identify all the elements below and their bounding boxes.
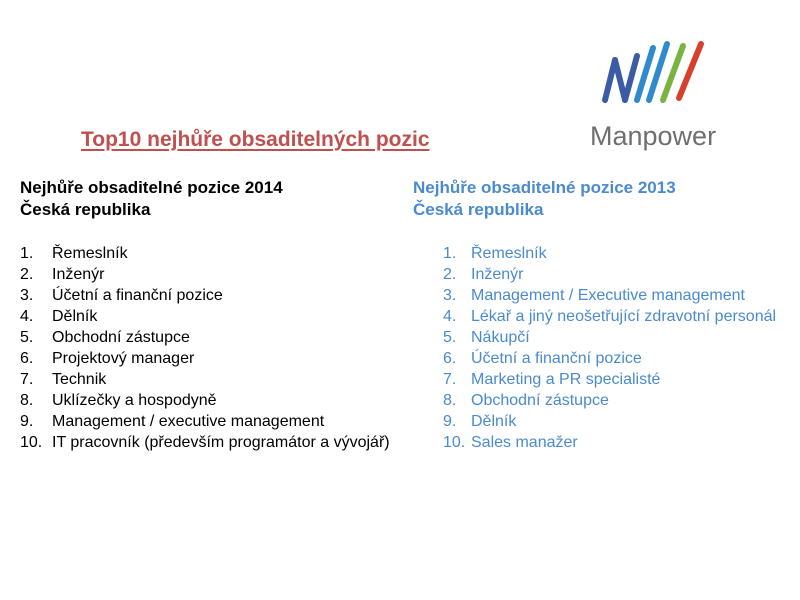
list-item: 3. Účetní a finanční pozice xyxy=(20,287,223,304)
list-item: 2. Inženýr xyxy=(20,266,105,283)
list-item: 8. Obchodní zástupce xyxy=(443,392,609,409)
list-item: 6. Projektový manager xyxy=(20,350,195,367)
left-column-2014 xyxy=(20,177,390,453)
list-item: 3. Management / Executive management xyxy=(443,287,745,304)
list-item: 4. Lékař a jiný neošetřující zdravotní personál xyxy=(443,308,777,325)
manpower-logo-icon xyxy=(597,38,717,108)
list-item: 8. Uklízečky a hospodyně xyxy=(20,392,217,409)
left-heading-line1: Nejhůře obsaditelné pozice 2014 xyxy=(20,178,283,197)
right-column-2013 xyxy=(413,177,793,453)
list-item: 10. IT pracovník (především programátor a vývojář) xyxy=(20,434,390,451)
page-title: Top10 nejhůře obsaditelných pozic xyxy=(81,128,430,151)
left-heading-line2: Česká republika xyxy=(20,200,151,219)
right-heading xyxy=(413,177,793,221)
list-item: 5. Obchodní zástupce xyxy=(20,329,190,346)
manpower-wordmark: Manpower xyxy=(590,121,717,151)
list-item: 10. Sales manažer xyxy=(443,434,578,451)
list-item: 1. Řemeslník xyxy=(443,245,547,262)
left-heading xyxy=(20,177,390,221)
left-list xyxy=(20,243,390,453)
list-item: 9. Dělník xyxy=(443,413,517,430)
list-item: 7. Marketing a PR specialisté xyxy=(443,371,661,388)
list-item: 5. Nákupčí xyxy=(443,329,530,346)
list-item: 9. Management / executive management xyxy=(20,413,325,430)
right-heading-line1: Nejhůře obsaditelné pozice 2013 xyxy=(413,178,676,197)
list-item: 4. Dělník xyxy=(20,308,98,325)
manpower-logo xyxy=(585,38,725,158)
right-heading-line2: Česká republika xyxy=(413,200,544,219)
list-item: 7. Technik xyxy=(20,371,107,388)
list-item: 1. Řemeslník xyxy=(20,245,128,262)
list-item: 2. Inženýr xyxy=(443,266,524,283)
right-list xyxy=(443,243,793,453)
list-item: 6. Účetní a finanční pozice xyxy=(443,350,642,367)
